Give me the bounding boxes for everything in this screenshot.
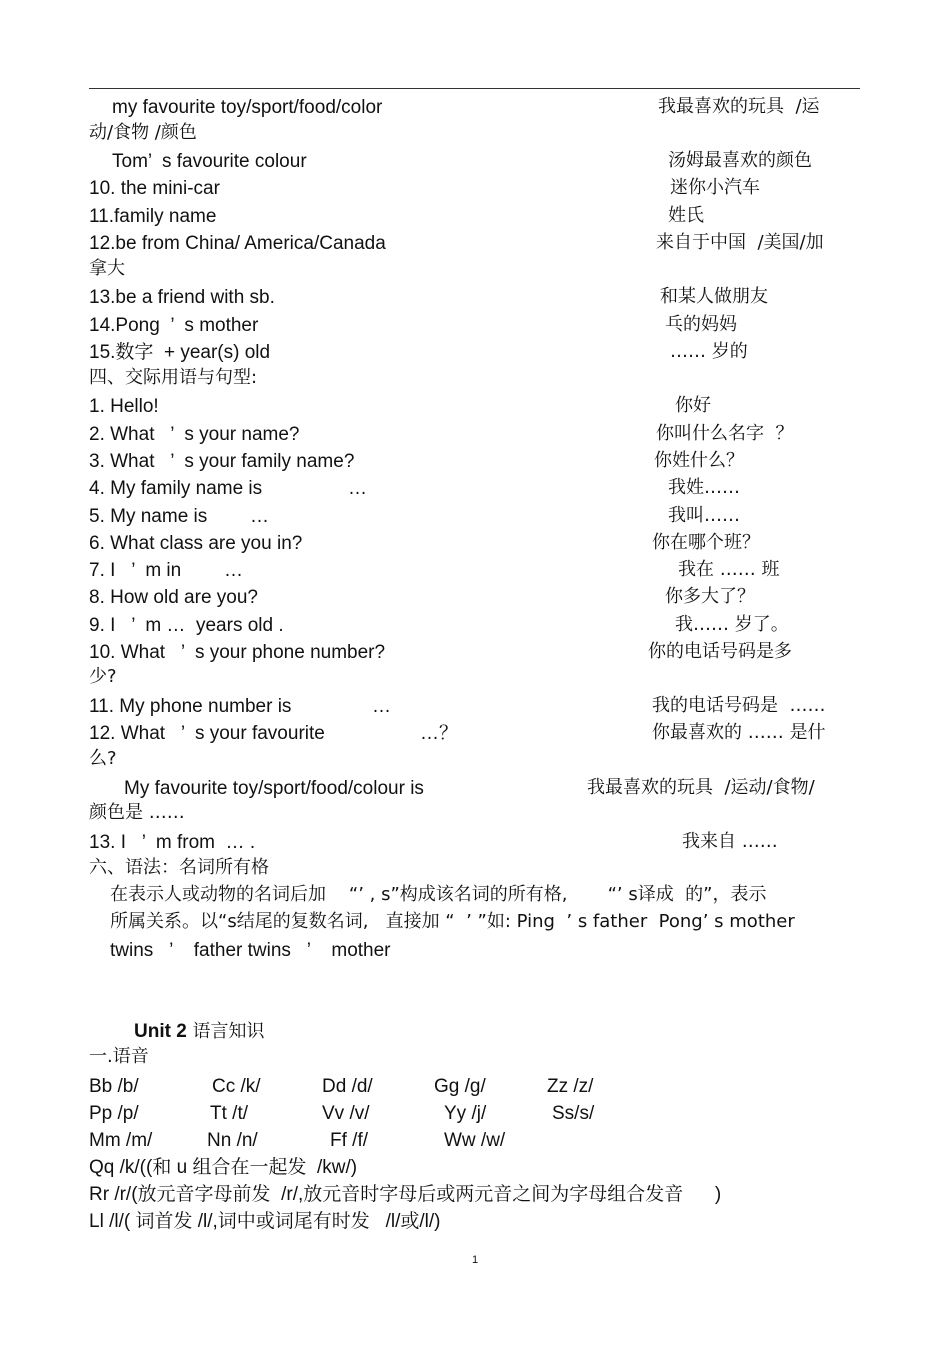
vocab-cn-cont: 动/食物 /颜色 xyxy=(89,122,197,143)
phrase-cn: 你姓什么？ xyxy=(654,450,744,471)
vocab-en: 15.数字 + year(s) old xyxy=(89,342,271,363)
phonics-item: Gg /g/ xyxy=(434,1076,486,1097)
vocab-cn: 我最喜欢的玩具 /运 xyxy=(658,96,820,117)
phonics-note: Ll /l/( 词首发 /l/,词中或词尾有时发 /l/或/l/) xyxy=(89,1211,441,1232)
phonics-item: Tt /t/ xyxy=(210,1103,248,1124)
vocab-cn: 姓氏 xyxy=(668,205,704,226)
phrase-cn: 我…… 岁了。 xyxy=(675,614,789,635)
vocab-en: 13.be a friend with sb. xyxy=(89,287,275,308)
phrase-cn: 你好 xyxy=(675,395,711,416)
vocab-en: 12.be from China/ America/Canada xyxy=(89,233,386,254)
grammar-line: 所属关系。以“s结尾的复数名词, 直接加 “ ’ ”如: Ping ’ s father Pong’ s mother xyxy=(110,911,795,932)
phrase-cn: 我来自 …… xyxy=(682,831,778,852)
section-heading: 四、交际用语与句型: xyxy=(89,367,258,388)
phonics-item: Dd /d/ xyxy=(322,1076,373,1097)
phrase-cn: 我在 …… 班 xyxy=(678,559,780,580)
phrase-ellipsis: … xyxy=(224,560,243,581)
phonics-note: Qq /k/((和 u 组合在一起发 /kw/) xyxy=(89,1157,358,1178)
unit-title-bold: Unit 2 xyxy=(134,1021,187,1042)
phonics-item: Zz /z/ xyxy=(547,1076,594,1097)
vocab-en: 11.family name xyxy=(89,206,217,227)
unit-title xyxy=(134,1022,265,1041)
section-heading: 六、语法：名词所有格 xyxy=(89,857,269,878)
phrase-en: 10. What ’ s your phone number? xyxy=(89,642,386,663)
vocab-cn-cont: 拿大 xyxy=(89,258,125,279)
vocab-en: my favourite toy/sport/food/color xyxy=(112,97,383,118)
phonics-item: Ww /w/ xyxy=(444,1130,506,1151)
phrase-en: 1. Hello! xyxy=(89,396,159,417)
phonics-note: Rr /r/(放元音字母前发 /r/,放元音时字母后或两元音之间为字母组合发音 ) xyxy=(89,1184,722,1205)
phrase-cn: 我叫…… xyxy=(668,505,740,526)
phonics-item: Nn /n/ xyxy=(207,1130,258,1151)
phrase-en: My favourite toy/sport/food/colour is xyxy=(124,778,424,799)
vocab-cn: 和某人做朋友 xyxy=(660,286,768,307)
phonics-item: Cc /k/ xyxy=(212,1076,261,1097)
phrase-en: 11. My phone number is xyxy=(89,696,292,717)
phrase-en: 12. What ’ s your favourite xyxy=(89,723,325,744)
phrase-cn: 你的电话号码是多 xyxy=(648,641,792,662)
phonics-heading: 一.语音 xyxy=(89,1046,149,1067)
phrase-cn: 我的电话号码是 …… xyxy=(652,695,826,716)
phonics-item: Yy /j/ xyxy=(444,1103,487,1124)
phrase-en: 4. My family name is xyxy=(89,478,263,499)
phrase-en: 3. What ’ s your family name? xyxy=(89,451,355,472)
phonics-item: Vv /v/ xyxy=(322,1103,370,1124)
page-number: 1 xyxy=(472,1254,479,1266)
phrase-cn: 我姓…… xyxy=(668,477,740,498)
vocab-cn: 来自于中国 /美国/加 xyxy=(656,232,824,253)
phrase-en: 8. How old are you? xyxy=(89,587,258,608)
phonics-item: Mm /m/ xyxy=(89,1130,153,1151)
phrase-en: 5. My name is xyxy=(89,506,208,527)
phrase-cn-cont: 颜色是 …… xyxy=(89,802,185,823)
header-rule xyxy=(89,88,860,89)
phrase-ellipsis: …？ xyxy=(420,723,459,744)
vocab-en: 10. the mini-car xyxy=(89,178,220,199)
phrase-cn-cont: 么? xyxy=(89,748,117,769)
phrase-en: 13. I ’ m from … . xyxy=(89,832,256,853)
vocab-cn: 乓的妈妈 xyxy=(665,314,737,335)
phonics-item: Pp /p/ xyxy=(89,1103,139,1124)
phrase-en: 2. What ’ s your name? xyxy=(89,424,300,445)
phrase-en: 7. I ’ m in xyxy=(89,560,182,581)
vocab-en: Tom’ s favourite colour xyxy=(112,151,307,172)
vocab-en: 14.Pong ’ s mother xyxy=(89,315,259,336)
vocab-cn: 迷你小汽车 xyxy=(670,177,760,198)
phrase-ellipsis: … xyxy=(348,478,367,499)
phonics-item: Ss/s/ xyxy=(552,1103,595,1124)
phrase-ellipsis: … xyxy=(372,696,391,717)
grammar-line: twins ’ father twins ’ mother xyxy=(110,940,391,961)
phrase-cn: 你叫什么名字 ？ xyxy=(656,423,794,444)
phrase-cn: 你最喜欢的 …… 是什 xyxy=(652,722,826,743)
phrase-ellipsis: … xyxy=(250,506,269,527)
phrase-en: 6. What class are you in? xyxy=(89,533,303,554)
phonics-item: Ff /f/ xyxy=(330,1130,368,1151)
unit-title-rest: 语言知识 xyxy=(186,1021,265,1042)
phrase-en: 9. I ’ m … years old . xyxy=(89,615,284,636)
phrase-cn: 你多大了？ xyxy=(665,586,755,607)
phrase-cn: 你在哪个班？ xyxy=(652,532,760,553)
grammar-line: 在表示人或动物的名词后加 “’ , s”构成该名词的所有格, “’ s译成 的”，表示 xyxy=(110,884,767,905)
phrase-cn: 我最喜欢的玩具 /运动/食物/ xyxy=(587,777,815,798)
phrase-cn-cont: 少? xyxy=(89,666,117,687)
vocab-cn: 汤姆最喜欢的颜色 xyxy=(668,150,812,171)
vocab-cn: …… 岁的 xyxy=(670,341,748,362)
phonics-item: Bb /b/ xyxy=(89,1076,139,1097)
